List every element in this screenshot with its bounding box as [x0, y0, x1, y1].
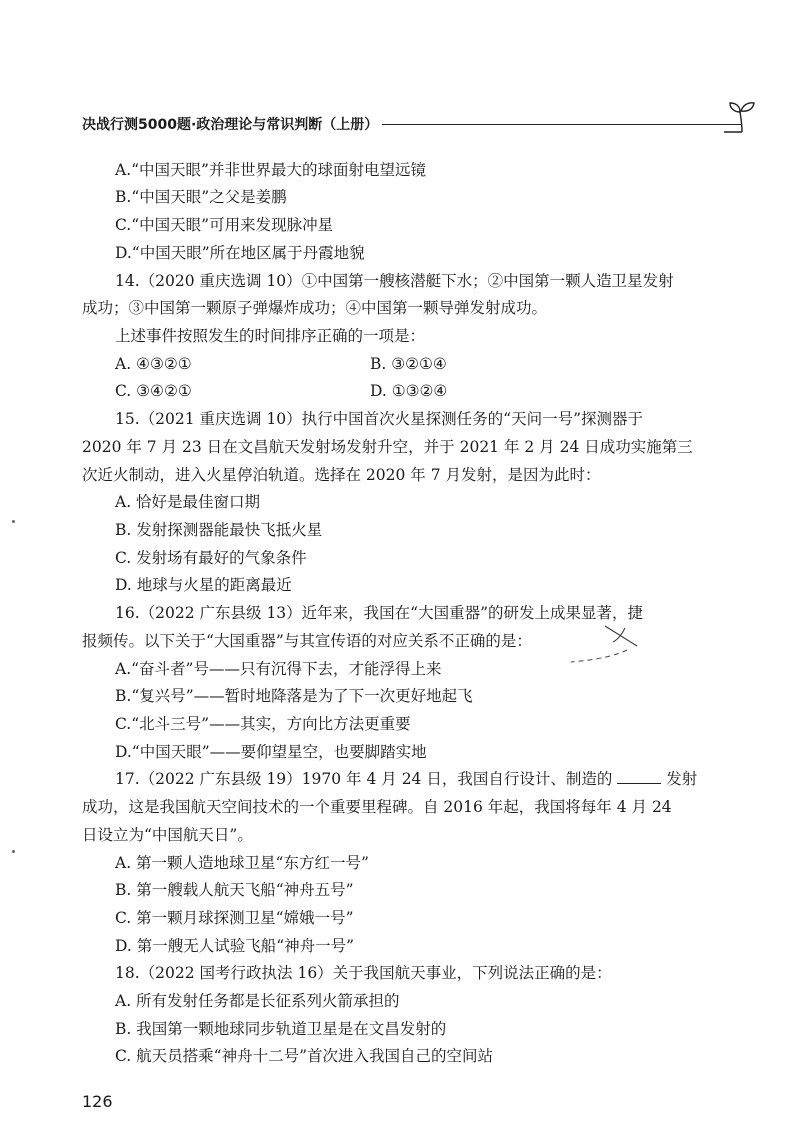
- question-18-stem: 18.（2022 国考行政执法 16）关于我国航天事业，下列说法正确的是：: [115, 964, 612, 982]
- option-b: B.“复兴号”——暂时地降落是为了下一次更好地起飞: [115, 687, 473, 705]
- question-14-stem-cont: 成功；③中国第一颗原子弹爆炸成功；④中国第一颗导弹发射成功。: [82, 299, 548, 317]
- option-d: D. 第一艘无人试验飞船“神舟一号”: [115, 937, 355, 955]
- question-15-stem: 15.（2021 重庆选调 10）执行中国首次火星探测任务的“天问一号”探测器于: [115, 410, 644, 428]
- question-15-stem-cont: 2020 年 7 月 23 日在文昌航天发射场发射升空，并于 2021 年 2 月 24 日成功实施第三: [82, 438, 693, 456]
- question-14-prompt: 上述事件按照发生的时间排序正确的一项是：: [115, 327, 426, 345]
- scan-speck: [12, 850, 15, 853]
- option-a: A. 所有发射任务都是长征系列火箭承担的: [115, 992, 400, 1010]
- option-b: B. 发射探测器能最快飞抵火星: [115, 521, 323, 539]
- option-c: C.“北斗三号”——其实，方向比方法更重要: [115, 715, 411, 733]
- option-b: B. 我国第一颗地球同步轨道卫星是在文昌发射的: [115, 1020, 447, 1038]
- question-17-stem-cont: 成功，这是我国航天空间技术的一个重要里程碑。自 2016 年起，我国将每年 4 月 24: [82, 798, 672, 816]
- option-a: A.“中国天眼”并非世界最大的球面射电望远镜: [115, 161, 426, 179]
- question-15-stem-cont: 次近火制动，进入火星停泊轨道。选择在 2020 年 7 月发射，是因为此时：: [82, 466, 601, 484]
- scan-speck: [12, 520, 15, 523]
- fill-in-blank: [617, 769, 661, 784]
- option-c: C. 第一颗月球探测卫星“嫦娥一号”: [115, 909, 354, 927]
- option-d: D. 地球与火星的距离最近: [115, 576, 292, 594]
- option-b: B. 第一艘载人航天飞船“神舟五号”: [115, 881, 354, 899]
- question-17-stem-tail: 发射: [666, 770, 698, 788]
- option-d: D.“中国天眼”——要仰望星空，也要脚踏实地: [115, 743, 427, 761]
- option-b: B.“中国天眼”之父是姜鹏: [115, 188, 287, 206]
- option-c: C.“中国天眼”可用来发现脉冲星: [115, 216, 334, 234]
- page-number: 126: [82, 1092, 113, 1111]
- option-b: B. ③②①④: [370, 355, 447, 373]
- question-16-stem-cont: 报频传。以下关于“大国重器”与其宣传语的对应关系不正确的是：: [82, 632, 532, 650]
- question-14-stem: 14.（2020 重庆选调 10）①中国第一艘核潜艇下水；②中国第一颗人造卫星发射: [115, 272, 674, 290]
- option-c: C. ③④②①: [115, 382, 192, 400]
- option-a: A. 第一颗人造地球卫星“东方红一号”: [115, 854, 369, 872]
- header-rule: [382, 124, 742, 125]
- option-a: A.“奋斗者”号——只有沉得下去，才能浮得上来: [115, 660, 442, 678]
- pen-mark-icon: [565, 622, 645, 668]
- question-16-stem: 16.（2022 广东县级 13）近年来，我国在“大国重器”的研发上成果显著，捷: [115, 604, 644, 622]
- question-17-stem: [115, 769, 697, 789]
- sprout-icon: [722, 98, 762, 134]
- book-title: 决战行测5000题·政治理论与常识判断（上册）: [82, 117, 379, 133]
- option-c: C. 发射场有最好的气象条件: [115, 549, 307, 567]
- option-a: A. ④③②①: [115, 355, 192, 373]
- running-header: [82, 112, 682, 136]
- option-a: A. 恰好是最佳窗口期: [115, 493, 261, 511]
- option-d: D.“中国天眼”所在地区属于丹霞地貌: [115, 244, 365, 262]
- option-d: D. ①③②④: [370, 382, 448, 400]
- question-17-stem-text: 17.（2022 广东县级 19）1970 年 4 月 24 日，我国自行设计、制造的: [115, 770, 613, 788]
- option-c: C. 航天员搭乘“神舟十二号”首次进入我国自己的空间站: [115, 1047, 494, 1065]
- question-17-stem-cont: 日设立为“中国航天日”。: [82, 826, 253, 844]
